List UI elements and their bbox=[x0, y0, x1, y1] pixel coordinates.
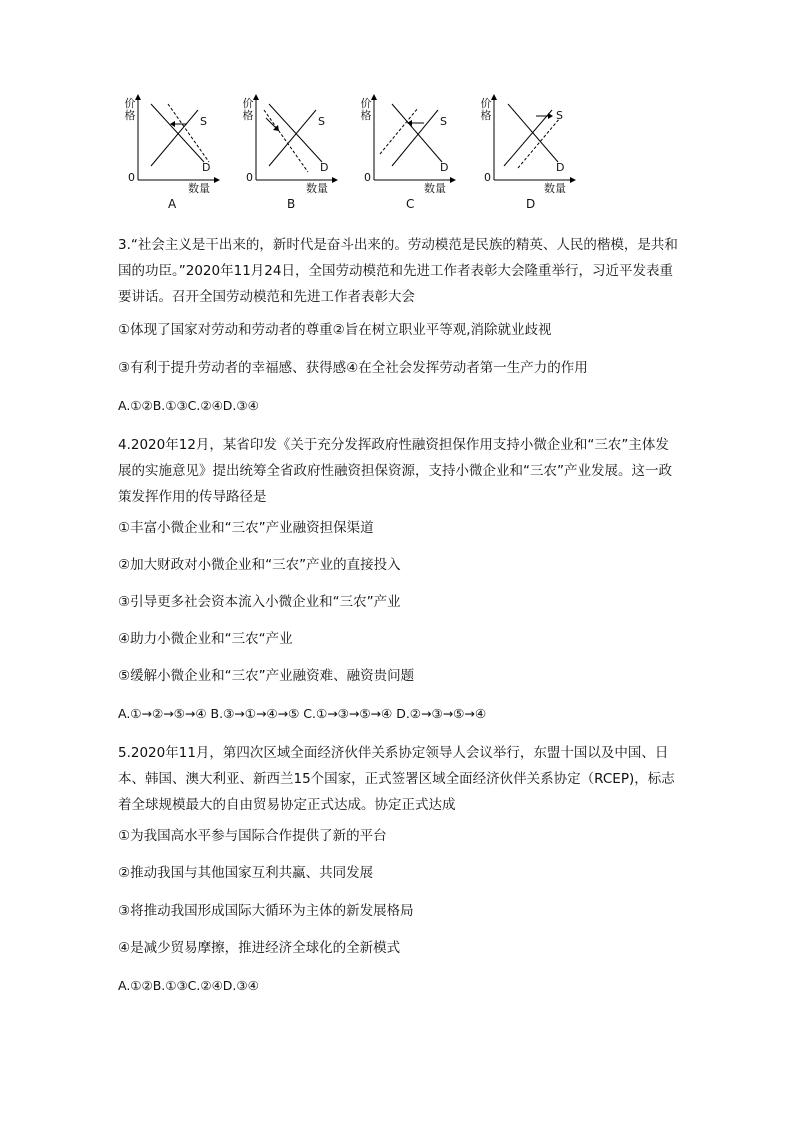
demand-label: D bbox=[320, 161, 329, 174]
graph-b bbox=[236, 92, 346, 217]
graph-caption: A bbox=[168, 197, 177, 211]
question-4-answer-choices: A.①→②→⑤→④ B.③→①→④→⑤ C.①→③→⑤→④ D.②→③→⑤→④ bbox=[118, 706, 487, 721]
supply-label: S bbox=[318, 115, 325, 128]
y-axis-label-1: 价 bbox=[242, 97, 254, 110]
y-axis-label-1: 价 bbox=[360, 97, 372, 110]
y-axis-label-2: 格 bbox=[360, 109, 372, 122]
supply-demand-graphs bbox=[118, 92, 588, 222]
supply-label: S bbox=[440, 115, 447, 128]
supply-label: S bbox=[200, 115, 207, 128]
question-5-answer-choices: A.①②B.①③C.②④D.③④ bbox=[118, 978, 259, 993]
question-5-option-row: ③将推动我国形成国际大循环为主体的新发展格局 bbox=[118, 903, 414, 919]
supply-curve bbox=[269, 110, 316, 166]
supply-label: S bbox=[556, 109, 563, 122]
supply-curve bbox=[392, 110, 438, 166]
y-axis-label-1: 价 bbox=[480, 97, 492, 110]
y-axis-label-1: 价 bbox=[124, 97, 136, 110]
question-3-option-row: ③有利于提升劳动者的幸福感、获得感④在全社会发挥劳动者第一生产力的作用 bbox=[118, 360, 588, 376]
question-4-stem: 4.2020年12月，某省印发《关于充分发挥政府性融资担保作用支持小微企业和“三农”主体发展的实施意见》提出统筹全省政府性融资担保资源，支持小微企业和“三农”产业发展。这一政策发挥作用的传导路径是 bbox=[118, 437, 672, 505]
shifted-supply-curve bbox=[380, 108, 418, 154]
shifted-demand-curve bbox=[264, 110, 308, 172]
question-3-stem: 3.“社会主义是干出来的，新时代是奋斗出来的。劳动模范是民族的精英、人民的楷模，是共和国的功臣。”2020年11月24日，全国劳动模范和先进工作者表彰大会隆重举行，习近平发表重要讲话。召开全国劳动模范和先进工作者表彰大会 bbox=[118, 237, 678, 305]
x-axis-label: 数量 bbox=[306, 182, 328, 195]
question-5-option-row: ①为我国高水平参与国际合作提供了新的平台 bbox=[118, 828, 387, 844]
demand-curve bbox=[392, 104, 442, 162]
question-4-option-row: ②加大财政对小微企业和“三农”产业的直接投入 bbox=[118, 557, 401, 573]
demand-label: D bbox=[440, 161, 449, 174]
shifted-demand-curve bbox=[168, 104, 209, 162]
question-4-option-row: ③引导更多社会资本流入小微企业和“三农”产业 bbox=[118, 594, 401, 610]
question-4-option-row: ④助力小微企业和“三农“产业 bbox=[118, 631, 293, 647]
graph-a bbox=[118, 92, 228, 217]
graph-caption: C bbox=[406, 197, 415, 211]
y-axis-label-2: 格 bbox=[480, 109, 492, 122]
origin-label: 0 bbox=[128, 171, 135, 184]
question-3-answer-choices: A.①②B.①③C.②④D.③④ bbox=[118, 398, 259, 413]
graph-caption: D bbox=[526, 197, 536, 211]
y-axis-label-2: 格 bbox=[124, 109, 136, 122]
origin-label: 0 bbox=[364, 171, 371, 184]
x-axis-label: 数量 bbox=[188, 182, 210, 195]
demand-label: D bbox=[556, 161, 565, 174]
origin-label: 0 bbox=[484, 171, 491, 184]
y-axis-label-2: 格 bbox=[242, 109, 254, 122]
question-4-option-row: ⑤缓解小微企业和“三农”产业融资难、融资贵问题 bbox=[118, 668, 415, 684]
x-axis-label: 数量 bbox=[544, 182, 566, 195]
supply-curve bbox=[504, 110, 552, 166]
question-5-option-row: ④是减少贸易摩擦，推进经济全球化的全新模式 bbox=[118, 940, 401, 956]
supply-curve bbox=[151, 110, 198, 166]
graph-c bbox=[354, 92, 464, 217]
question-5-option-row: ②推动我国与其他国家互利共赢、共同发展 bbox=[118, 865, 374, 881]
question-5-stem: 5.2020年11月，第四次区域全面经济伙伴关系协定领导人会议举行，东盟十国以及中国、日本、韩国、澳大利亚、新西兰15个国家，正式签署区域全面经济伙伴关系协定（RCEP)，标志着全球规模最大的自由贸易协定正式达成。协定正式达成 bbox=[118, 745, 675, 813]
question-4-option-row: ①丰富小微企业和“三农”产业融资担保渠道 bbox=[118, 520, 374, 536]
graph-caption: B bbox=[287, 197, 296, 211]
origin-label: 0 bbox=[246, 171, 253, 184]
question-3-option-row: ①体现了国家对劳动和劳动者的尊重②旨在树立职业平等观,消除就业歧视 bbox=[118, 322, 552, 338]
x-axis-label: 数量 bbox=[424, 182, 446, 195]
demand-label: D bbox=[202, 161, 211, 174]
graph-d bbox=[474, 92, 584, 217]
